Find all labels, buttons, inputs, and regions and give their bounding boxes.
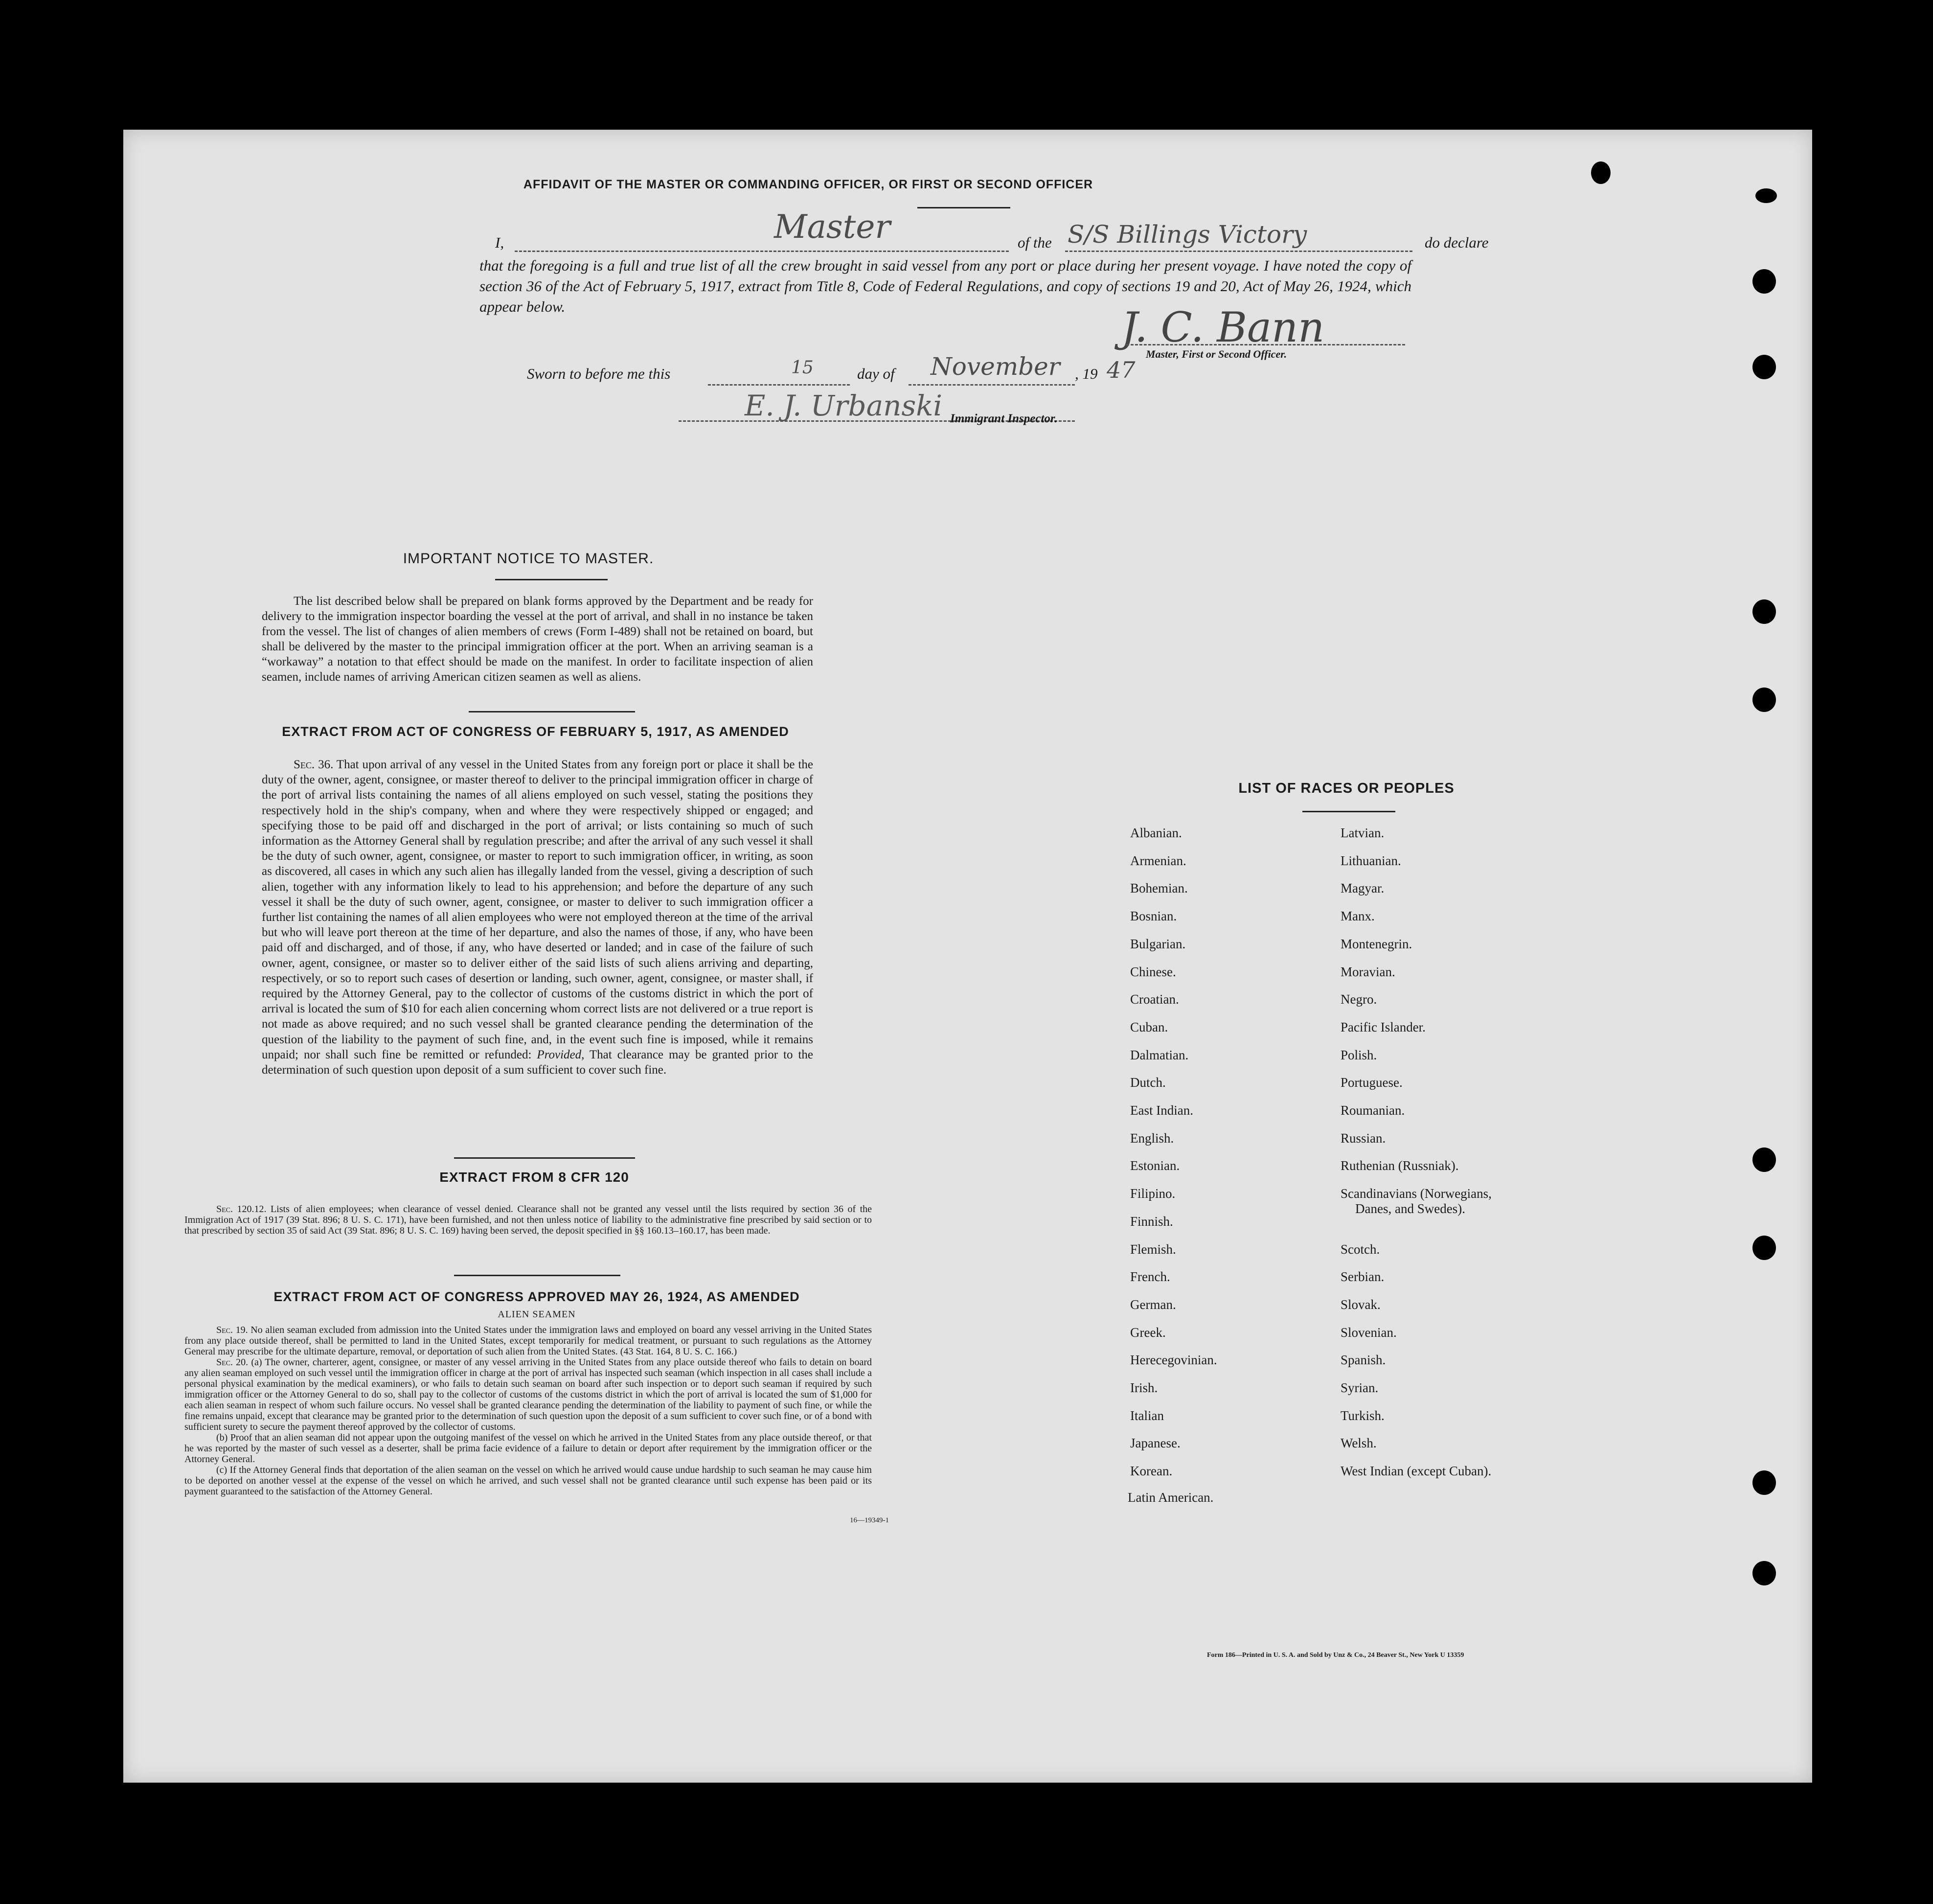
- punch-hole: [1752, 355, 1776, 379]
- race-item: Polish.: [1341, 1047, 1377, 1062]
- officer-line: [515, 251, 1009, 252]
- master-signature-line: [1126, 344, 1405, 345]
- race-item: Armenian.: [1130, 853, 1186, 868]
- affidavit-of-the: of the: [1018, 234, 1052, 251]
- race-item: Slovenian.: [1341, 1325, 1397, 1340]
- race-item: Manx.: [1341, 909, 1375, 924]
- race-item: Cuban.: [1130, 1019, 1168, 1034]
- race-item: Spanish.: [1341, 1353, 1386, 1368]
- race-item: Latvian.: [1341, 826, 1385, 840]
- race-item: Welsh.: [1341, 1436, 1377, 1451]
- sworn-year-prefix: , 19: [1075, 365, 1098, 382]
- inspector-label: Immigrant Inspector.: [950, 412, 1058, 425]
- race-item: Danes, and Swedes).: [1355, 1201, 1465, 1216]
- race-item: Lithuanian.: [1341, 853, 1401, 868]
- race-item: Syrian.: [1341, 1380, 1379, 1395]
- punch-hole: [1752, 1147, 1776, 1172]
- race-item: Bosnian.: [1130, 909, 1177, 924]
- print-code: 16—19349-1: [850, 1516, 889, 1524]
- notice-body: The list described below shall be prepared on blank forms approved by the Department and be ready for delivery to the immigration inspector boarding the vessel at the port of arrival, and shall in no instance be taken from the vessel. The list of changes of alien members of crews (Form I-489) shall not be retained on board, but shall be delivered by the master to the principal immigration officer at the port. When an arriving seaman is a “workaway” a notation to that effect should be made on the manifest. In order to facilitate inspection of alien seamen, include names of arriving American citizen seamen as well as aliens.: [262, 595, 813, 684]
- extract-1924-body: [184, 1325, 872, 1497]
- punch-hole: [1752, 1236, 1776, 1260]
- race-item: Scotch.: [1341, 1241, 1380, 1257]
- race-item: Portuguese.: [1341, 1075, 1403, 1090]
- extract-1917-title: EXTRACT FROM ACT OF CONGRESS OF FEBRUARY 5, 1917, AS AMENDED: [282, 724, 789, 739]
- sworn-prefix: Sworn to before me this: [527, 365, 671, 382]
- race-item: Montenegrin.: [1341, 936, 1412, 951]
- sworn-month: November: [931, 352, 1060, 381]
- section-text: (b) Proof that an alien seaman did not appear upon the outgoing manifest of the vessel on which he arrived in the United States from any place outside thereof, or that he was reported by the master of such vessel as a deserter, shall be prima facie evidence of a failure to detain or deport after requirement by the immigration officer or the Attorney General.: [184, 1432, 872, 1465]
- race-item: Dalmatian.: [1130, 1047, 1189, 1062]
- race-item: Dutch.: [1130, 1075, 1166, 1090]
- race-item: Pacific Islander.: [1341, 1019, 1426, 1034]
- race-item: French.: [1130, 1269, 1170, 1285]
- race-item: Roumanian.: [1341, 1103, 1405, 1118]
- section-label: Sec. 20.: [216, 1357, 249, 1368]
- divider: [469, 711, 635, 712]
- extract-1924-subtitle: ALIEN SEAMEN: [498, 1309, 576, 1320]
- officer-handwritten: Master: [774, 208, 890, 246]
- extract-1924-title: EXTRACT FROM ACT OF CONGRESS APPROVED MAY 26, 1924, AS AMENDED: [273, 1289, 800, 1304]
- race-item: Italian: [1130, 1408, 1164, 1423]
- document-page: [123, 130, 1812, 1783]
- race-item: Negro.: [1341, 992, 1377, 1007]
- race-item: West Indian (except Cuban).: [1341, 1464, 1492, 1479]
- punch-hole: [1752, 599, 1776, 624]
- race-item: Bulgarian.: [1130, 936, 1186, 951]
- divider: [454, 1157, 635, 1159]
- race-item: Slovak.: [1341, 1297, 1381, 1312]
- divider: [495, 579, 608, 580]
- section-text: (a) The owner, charterer, agent, consignee, or master of any vessel arriving in the United States from any place outside thereof who fails to detain on board any alien seaman employed on such vessel until the immigration officer in charge at the port of arrival has inspected such seaman (which inspection in all cases shall include a personal physical examination by the medical examiners), or who fails to detain such seaman on board after such inspection or to deport such seaman if required by such immigration officer or the Attorney General to do so, shall pay to the collector of customs of the customs district in which the port of arrival is located the sum of $1,000 for each alien seaman in respect of whom such failure occurs. No vessel shall be granted clearance pending the determination of the liability to payment of such fine, or while the fine remains unpaid, except that clearance may be granted prior to the determination of such question upon the deposit of a sum sufficient to cover such fine, or of a bond with sufficient surety to secure the payment thereof approved by the collector of customs.: [184, 1357, 872, 1432]
- affidavit-declare: do declare: [1425, 234, 1489, 251]
- race-item: Croatian.: [1130, 992, 1179, 1007]
- section-text: (c) If the Attorney General finds that deportation of the alien seaman on the vessel on which he arrived would cause undue hardship to such seaman he may cause him to be deported on another vessel at the expense of the vessel on which he arrived, and such vessel shall not be granted clearance until such expense has been paid or its payment guaranteed to the satisfaction of the Attorney General.: [184, 1465, 872, 1497]
- punch-hole: [1755, 188, 1777, 203]
- race-item: Magyar.: [1341, 881, 1385, 896]
- race-item: Bohemian.: [1130, 881, 1188, 896]
- inspector-signature: E. J. Urbanski: [745, 389, 942, 422]
- race-item: Filipino.: [1130, 1186, 1176, 1201]
- affidavit-i: I,: [495, 234, 504, 251]
- master-signature: J. C. Bann: [1121, 303, 1325, 351]
- punch-hole: [1752, 688, 1776, 712]
- race-item: Albanian.: [1130, 826, 1182, 840]
- extract-1917-body: [262, 757, 813, 1078]
- race-item: Scandinavians (Norwegians,: [1341, 1186, 1492, 1201]
- divider: [917, 207, 1010, 208]
- section-text: That upon arrival of any vessel in the United States from any foreign port or place it shall be the duty of the owner, agent, consignee, or master thereof to deliver to the principal immigration officer in charge of the port of arrival lists containing the names of all aliens employed on such vessel, stating the positions they respectively hold in the ship's company, when and where they were respectively shipped or engaged; and specifying those to be paid off and discharged in the port of arrival; or lists containing so much of such information as the Attorney General shall by regulation prescribe; and after the arrival of any such vessel it shall be the duty of such owner, agent, consignee, or master to report to such immigration officer, in writing, as soon as discovered, all cases in which any such alien has illegally landed from the vessel, giving a description of such alien, together with any information likely to lead to his apprehension; and before the departure of any such vessel it shall be the duty of such owner, agent, consignee, or master to deliver to such immigration officer a further list containing the names of all alien employees who were not employed thereon at the time of the arrival but who will leave port thereon at the time of her departure, and also the names of those, if any, who have been paid off and discharged, and of those, if any, who have deserted or landed; and in case of the failure of such owner, agent, consignee, or master so to deliver either of the said lists of such aliens arriving and departing, respectively, or so to report such cases of desertion or landing, such owner, agent, consignee, or master shall, if required by the Attorney General, pay to the collector of customs of the customs district in which the port of arrival is located the sum of $10 for each alien concerning whom correct lists are not delivered or a true report is not made as above required; and no such vessel shall be granted clearance pending the determination of the question of the liability to the payment of such fine, and, in the event such fine is imposed, while it remains unpaid; nor shall such fine be remitted or refunded:: [262, 758, 813, 1061]
- punch-hole: [1752, 1470, 1776, 1495]
- section-text: Lists of alien employees; when clearance of vessel denied. Clearance shall not be granted any vessel until the lists required by section 36 of the Immigration Act of 1917 (39 Stat. 896; 8 U. S. C. 171), have been furnished, and not then unless notice of liability to the administrative fine prescribed by said section or to that prescribed by section 35 of said Act (39 Stat. 896; 8 U. S. C. 169) having been served, the deposit specified in §§ 160.13–160.17, has been made.: [184, 1204, 872, 1236]
- extract-cfr-title: EXTRACT FROM 8 CFR 120: [439, 1170, 629, 1185]
- section-text: No alien seaman excluded from admission into the United States under the immigration laws and employed on board any vessel arriving in the United States from any place outside thereof, shall be permitted to land in the United States, except temporarily for medical treatment, or pursuant to such regulations as the Attorney General may prescribe for the ultimate departure, removal, or deportation of such alien from the United States. (43 Stat. 164, 8 U. S. C. 166.): [184, 1325, 872, 1357]
- affidavit-title: AFFIDAVIT OF THE MASTER OR COMMANDING OFFICER, OR FIRST OR SECOND OFFICER: [523, 178, 1093, 191]
- divider: [1302, 811, 1395, 812]
- section-label: Sec. 19.: [216, 1325, 248, 1335]
- sworn-day-line: [708, 384, 850, 386]
- sworn-month-line: [909, 384, 1075, 386]
- race-item: Herecegovinian.: [1130, 1353, 1217, 1368]
- race-item: Latin American.: [1128, 1490, 1214, 1505]
- section-text-end: That clearance may be granted prior to the determination of such question upon deposit of a sum sufficient to cover such fine.: [262, 1048, 813, 1077]
- punch-hole: [1752, 1561, 1776, 1585]
- notice-title: IMPORTANT NOTICE TO MASTER.: [403, 551, 654, 567]
- race-item: German.: [1130, 1297, 1176, 1312]
- race-item: Flemish.: [1130, 1241, 1176, 1257]
- race-item: Russian.: [1341, 1130, 1386, 1146]
- form-footer: Form 186—Printed in U. S. A. and Sold by Unz & Co., 24 Beaver St., New York U 13359: [1207, 1652, 1464, 1659]
- sworn-day: 15: [791, 358, 814, 378]
- vessel-line: [1065, 251, 1412, 252]
- section-label: Sec. 120.12.: [216, 1204, 267, 1215]
- master-label: Master, First or Second Officer.: [1146, 348, 1287, 360]
- race-item: Ruthenian (Russniak).: [1341, 1158, 1459, 1173]
- race-item: Serbian.: [1341, 1269, 1385, 1285]
- race-item: Chinese.: [1130, 964, 1176, 979]
- race-item: East Indian.: [1130, 1103, 1193, 1118]
- punch-hole: [1591, 161, 1611, 184]
- race-item: Estonian.: [1130, 1158, 1180, 1173]
- provided-label: Provided,: [537, 1048, 585, 1061]
- race-item: Moravian.: [1341, 964, 1395, 979]
- sworn-day-of: day of: [857, 365, 895, 382]
- punch-hole: [1752, 269, 1776, 294]
- race-item: Turkish.: [1341, 1408, 1385, 1423]
- race-item: Korean.: [1130, 1464, 1173, 1479]
- race-item: Japanese.: [1130, 1436, 1181, 1451]
- race-item: Irish.: [1130, 1380, 1158, 1395]
- sworn-year: 47: [1107, 357, 1136, 383]
- section-label: Sec. 36.: [294, 758, 334, 771]
- races-title: LIST OF RACES OR PEOPLES: [1238, 780, 1455, 796]
- race-item: Greek.: [1130, 1325, 1166, 1340]
- race-item: Finnish.: [1130, 1214, 1173, 1229]
- vessel-handwritten: S/S Billings Victory: [1068, 220, 1307, 249]
- race-item: English.: [1130, 1130, 1174, 1146]
- affidavit-body: that the foregoing is a full and true list of all the crew brought in said vessel from any port or place during her present voyage. I have noted the copy of section 36 of the Act of February 5, 1917, extract from Title 8, Code of Federal Regulations, and copy of sections 19 and 20, Act of May 26, 1924, which appear below.: [479, 257, 1411, 315]
- divider: [454, 1275, 620, 1276]
- extract-cfr-body: [184, 1204, 872, 1236]
